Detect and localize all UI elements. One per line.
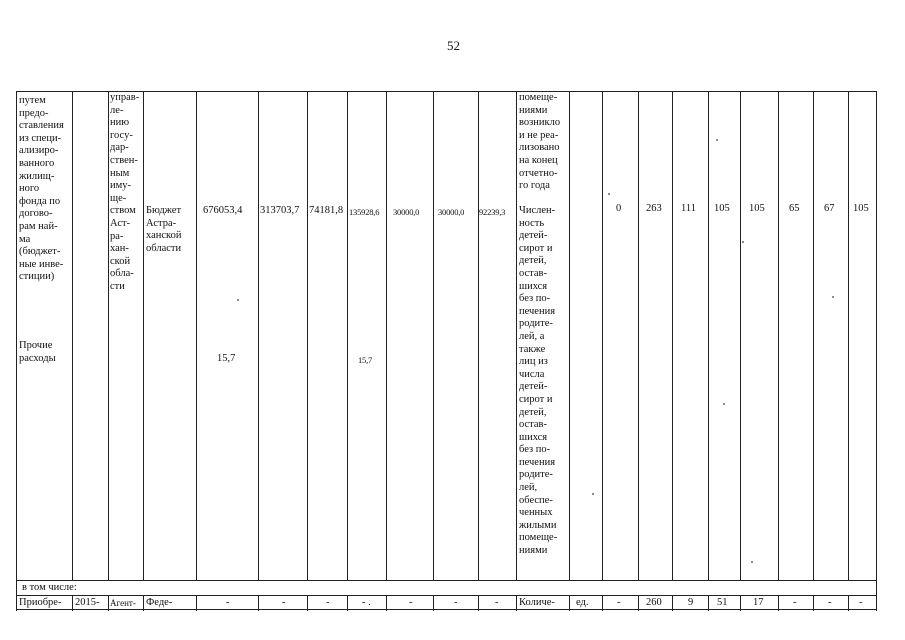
column-divider (740, 91, 741, 580)
column-divider (433, 595, 434, 611)
bottom-row-value: 17 (753, 597, 764, 608)
column-divider (848, 91, 849, 580)
other-expenses-value: 15,7 (358, 355, 373, 365)
column-divider (672, 595, 673, 611)
column-divider (708, 595, 709, 611)
budget-value: 30000,0 (438, 207, 465, 217)
column-divider (569, 595, 570, 611)
column-divider (478, 91, 479, 580)
table-right-border (876, 91, 877, 611)
bottom-row-period: 2015- (75, 597, 100, 608)
column-divider (386, 91, 387, 580)
bottom-row-indicator: Количе- (519, 597, 555, 608)
bottom-row-value: - (828, 597, 832, 608)
indicator-value: 263 (646, 203, 662, 214)
scan-speck (237, 299, 239, 301)
table-bottom-border (16, 609, 877, 610)
scan-speck (751, 561, 753, 563)
bottom-row-dash: - (409, 597, 413, 608)
column-divider (347, 595, 348, 611)
indicator-value: 105 (853, 203, 869, 214)
budget-total: 676053,4 (203, 205, 243, 216)
column-divider (708, 91, 709, 580)
bottom-row-value: - (617, 597, 621, 608)
scan-speck (832, 296, 834, 298)
budget-value: 313703,7 (260, 205, 300, 216)
column-divider (72, 595, 73, 611)
responsible-executor: управ- ле- нию госу- дар- ствен- ным иму- ще- ством Аст- ра- хан- ской обла- сти (110, 92, 140, 292)
column-divider (307, 91, 308, 580)
bottom-row-executor: Агент- (110, 598, 136, 608)
data-table (16, 91, 877, 611)
column-divider (602, 595, 603, 611)
column-divider (813, 91, 814, 580)
table-row-divider (16, 595, 877, 596)
column-divider (516, 595, 517, 611)
bottom-row-dash: - . (362, 597, 371, 608)
budget-value: 135928,6 (349, 207, 380, 217)
including-label: в том числе: (22, 582, 77, 593)
column-divider (778, 91, 779, 580)
indicator-value: 65 (789, 203, 800, 214)
table-row-divider (16, 580, 877, 581)
column-divider (143, 595, 144, 611)
table-top-border (16, 91, 877, 92)
funding-source: Бюджет Астра- ханской области (146, 205, 182, 254)
indicator-value: 67 (824, 203, 835, 214)
column-divider (307, 595, 308, 611)
scan-speck (592, 493, 594, 495)
indicator-value: 105 (714, 203, 730, 214)
bottom-row-dash: - (495, 597, 499, 608)
column-divider (638, 595, 639, 611)
scan-speck (608, 193, 610, 195)
scan-speck (723, 403, 725, 405)
column-divider (108, 595, 109, 611)
bottom-row-unit: ед. (576, 597, 589, 608)
bottom-row-dash: - (226, 597, 230, 608)
column-divider (848, 595, 849, 611)
bottom-row-dash: - (282, 597, 286, 608)
page-number: 52 (447, 38, 460, 53)
indicator-value: 111 (681, 203, 696, 214)
column-divider (108, 91, 109, 580)
bottom-row-dash: - (454, 597, 458, 608)
budget-value: 30000,0 (393, 207, 420, 217)
bottom-row-dash: - (326, 597, 330, 608)
column-divider (433, 91, 434, 580)
indicator-name: Числен- ность детей- сирот и детей, остав- шихся без по- печения родите- лей, а также лиц из числа детей- сирот и детей, остав- шихся без по- печения родите- лей, обеспе- ченных жилыми помеще- ниями (519, 205, 558, 557)
bottom-row-value: 260 (646, 597, 662, 608)
column-divider (196, 595, 197, 611)
bottom-row-measure: Приобре- (19, 597, 62, 608)
indicator-value: 0 (616, 203, 622, 214)
bottom-row-value: - (793, 597, 797, 608)
scan-speck (742, 241, 744, 243)
budget-value: 74181,8 (309, 205, 344, 216)
column-divider (516, 91, 517, 580)
column-divider (258, 595, 259, 611)
indicator-value: 105 (749, 203, 765, 214)
other-expenses-label: Прочие расходы (19, 340, 56, 364)
column-divider (478, 595, 479, 611)
column-divider (196, 91, 197, 580)
budget-value: 92239,3 (479, 207, 506, 217)
bottom-row-value: - (859, 597, 863, 608)
measure-description: путем предо- ставления из специ- ализиро- ванного жилищ- ного фонда по догово- рам най- ма (бюджет- ные инве- стиции) (19, 95, 64, 283)
bottom-row-source: Феде- (146, 597, 173, 608)
bottom-row-value: 9 (688, 597, 694, 608)
bottom-row-value: 51 (717, 597, 728, 608)
column-divider (672, 91, 673, 580)
column-divider (638, 91, 639, 580)
column-divider (258, 91, 259, 580)
column-divider (602, 91, 603, 580)
indicator-name-top: помеще- ниями возникло и не реа- лизовано на конец отчетно- го года (519, 92, 561, 192)
column-divider (813, 595, 814, 611)
column-divider (740, 595, 741, 611)
column-divider (386, 595, 387, 611)
column-divider (16, 91, 17, 611)
scan-speck (716, 139, 718, 141)
column-divider (778, 595, 779, 611)
other-expenses-total: 15,7 (217, 353, 236, 364)
column-divider (347, 91, 348, 580)
